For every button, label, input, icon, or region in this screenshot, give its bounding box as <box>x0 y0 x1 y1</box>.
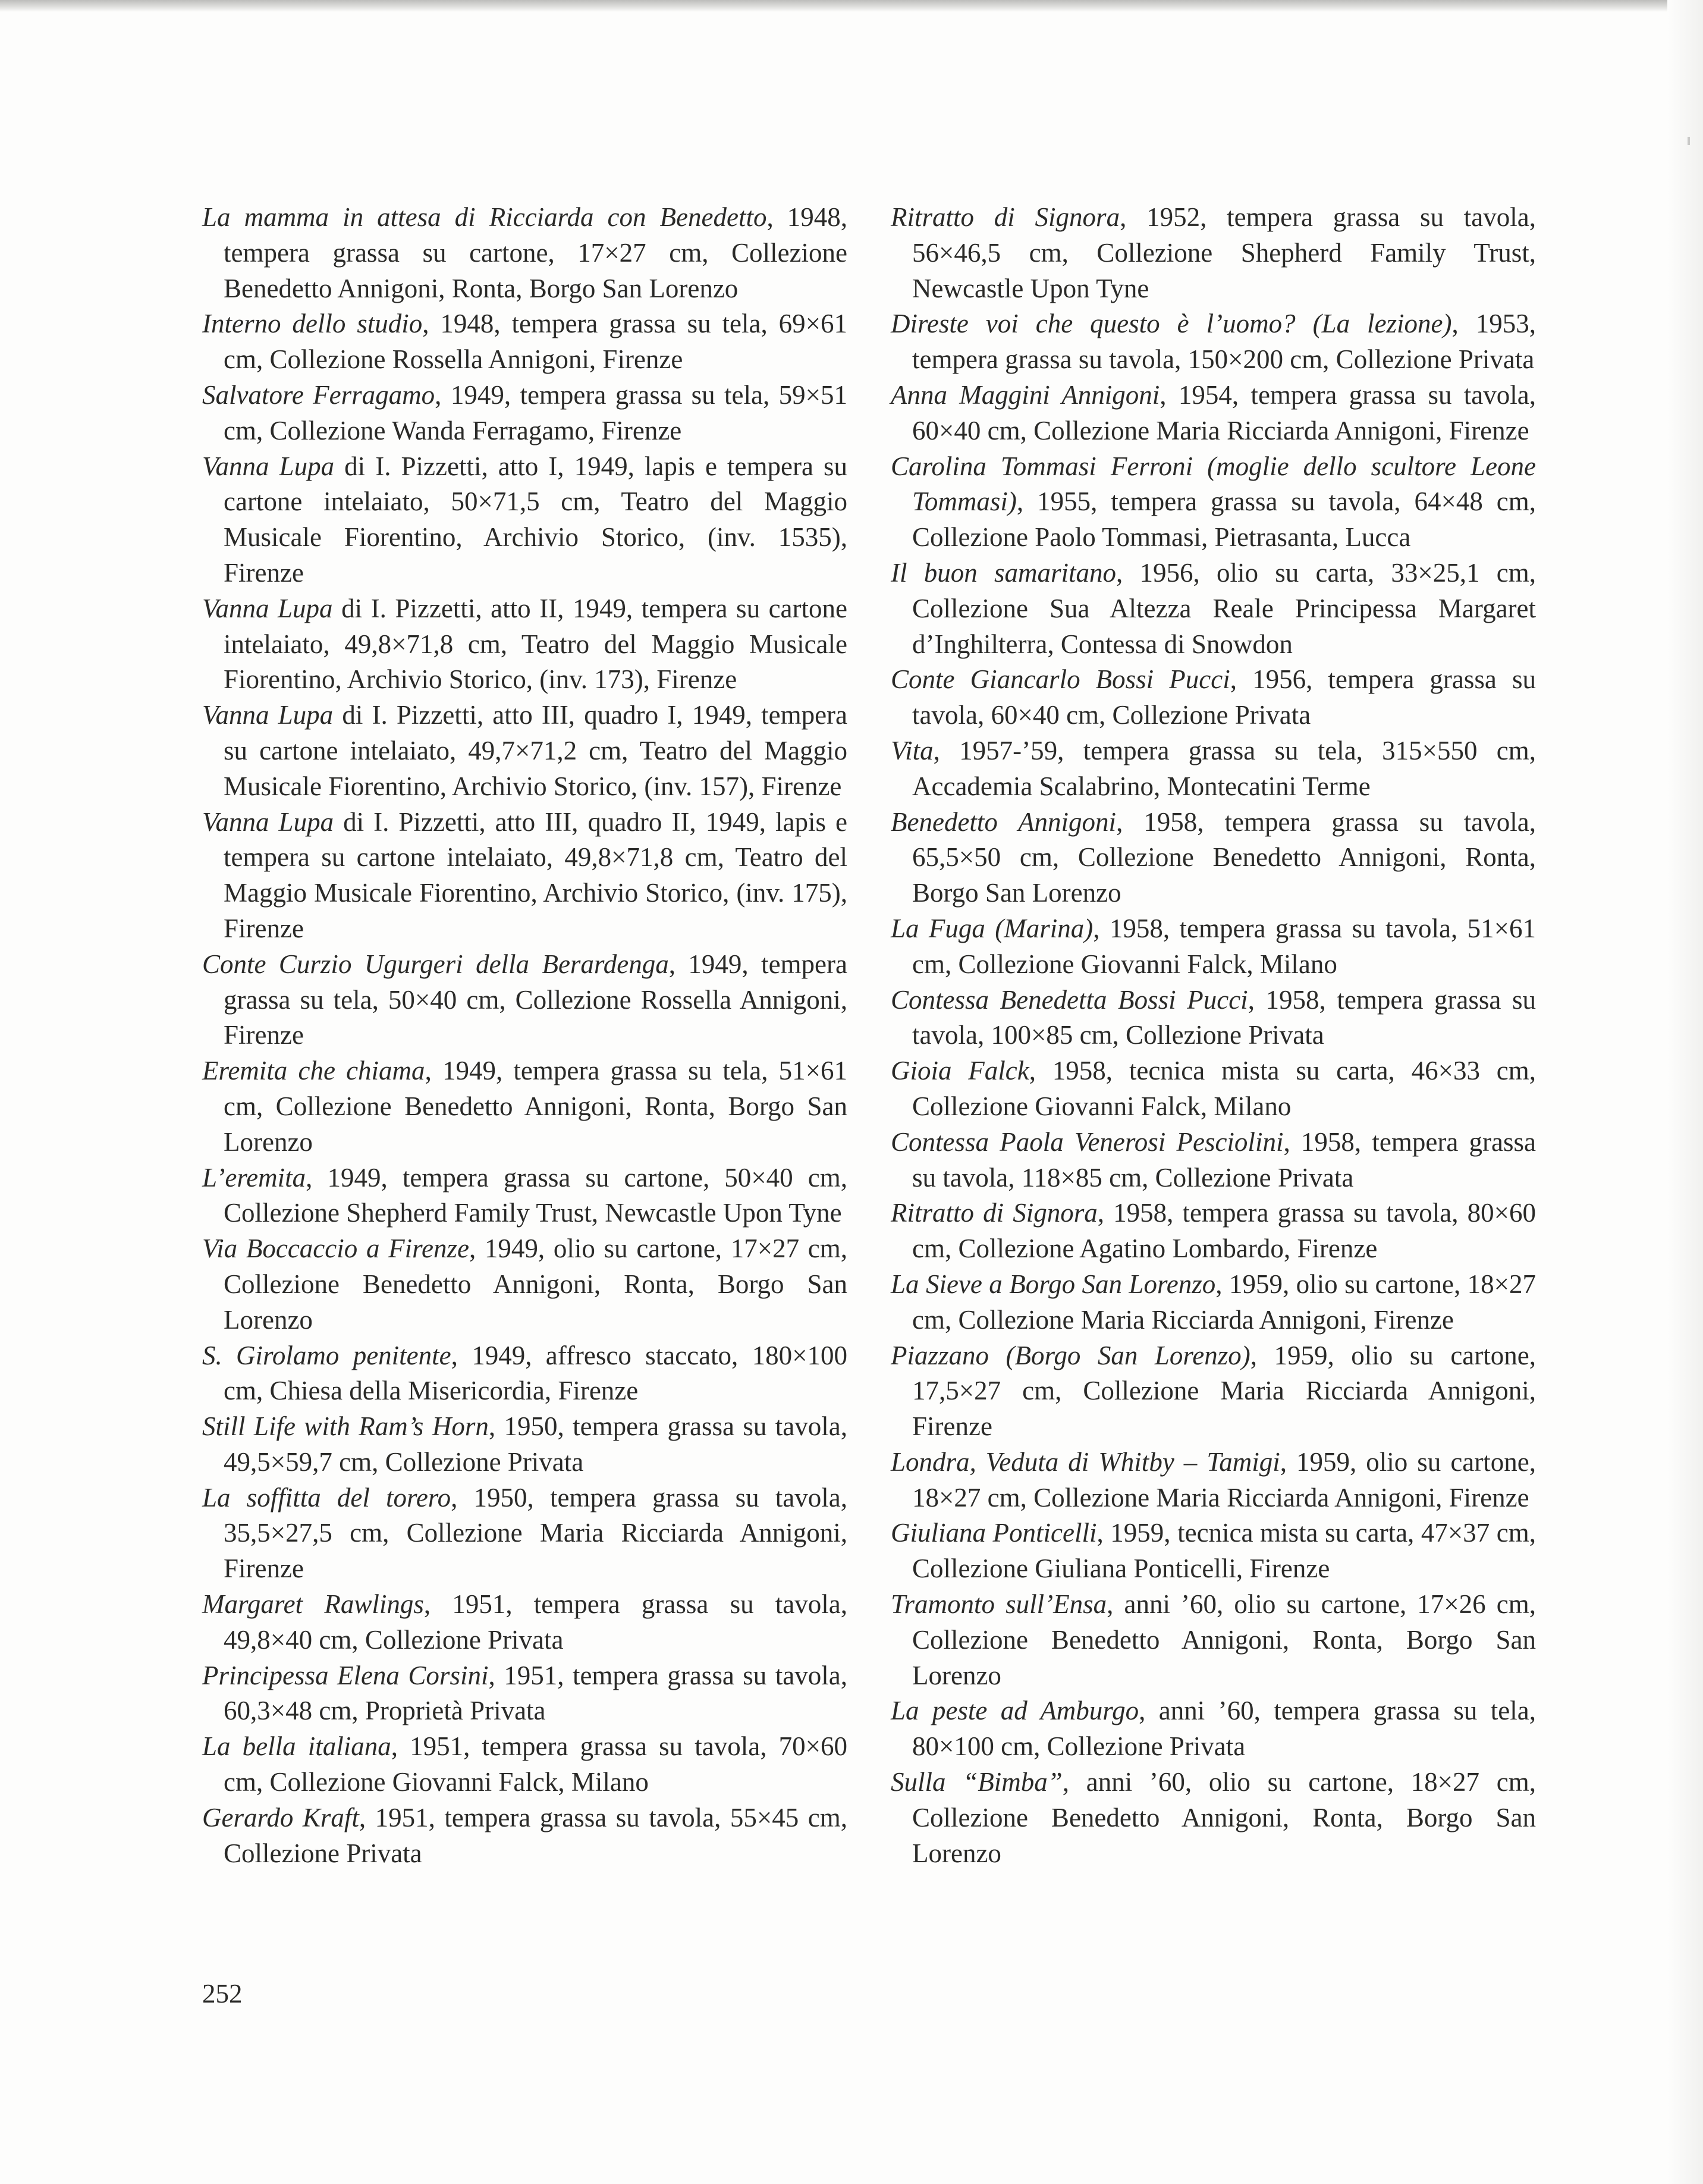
artwork-title: S. Girolamo penitente <box>202 1340 451 1370</box>
artwork-title: Via Boccaccio a Firenze <box>202 1234 469 1264</box>
artwork-details: , 1951, tempera grassa su tavola, 49,8×40 cm, Collezione Privata <box>224 1589 847 1655</box>
artwork-details: , 1948, tempera grassa su tela, 69×61 cm, Collezione Rossella Annigoni, Firenze <box>224 309 847 375</box>
catalogue-entry <box>891 983 1536 1054</box>
catalogue-entry <box>202 698 847 804</box>
artwork-details: , 1950, tempera grassa su tavola, 49,5×59,7 cm, Collezione Privata <box>224 1411 847 1477</box>
artwork-title: Sulla “Bimba” <box>891 1767 1063 1797</box>
catalogue-entry <box>891 1693 1536 1765</box>
artwork-details: , 1949, tempera grassa su tela, 59×51 cm, Collezione Wanda Ferragamo, Firenze <box>224 379 847 445</box>
catalogue-entry <box>891 662 1536 733</box>
artwork-title: Gioia Falck <box>891 1056 1029 1086</box>
artwork-details: di I. Pizzetti, atto II, 1949, tempera su cartone intelaiato, 49,8×71,8 cm, Teatro del Maggio Musicale Fiorentino, Archivio Storico, (inv. 173), Firenze <box>224 593 847 695</box>
artwork-title: L’eremita <box>202 1162 306 1193</box>
catalogue-entry <box>891 1053 1536 1125</box>
catalogue-entry <box>891 1338 1536 1445</box>
right-column <box>891 200 1536 1871</box>
artwork-details: , 1958, tempera grassa su tavola, 118×85 cm, Collezione Privata <box>912 1126 1536 1193</box>
artwork-title: Il buon samaritano <box>891 557 1117 588</box>
catalogue-entry <box>202 1480 847 1587</box>
catalogue-entry <box>202 200 847 306</box>
artwork-details: , 1959, olio su cartone, 17,5×27 cm, Collezione Maria Ricciarda Annigoni, Firenze <box>912 1340 1536 1442</box>
artwork-details: , 1951, tempera grassa su tavola, 60,3×48 cm, Proprietà Privata <box>224 1660 847 1726</box>
catalogue-entry <box>891 556 1536 662</box>
catalogue-entry <box>202 1160 847 1232</box>
artwork-title: Principessa Elena Corsini <box>202 1660 489 1690</box>
artwork-details: , 1949, tempera grassa su tela, 51×61 cm, Collezione Benedetto Annigoni, Ronta, Borgo San Lorenzo <box>224 1056 847 1157</box>
artwork-title: Londra, Veduta di Whitby – Tamigi <box>891 1446 1280 1477</box>
artwork-details: , 1949, tempera grassa su tela, 50×40 cm, Collezione Rossella Annigoni, Firenze <box>224 949 847 1050</box>
catalogue-entry <box>891 1765 1536 1871</box>
artwork-title: Salvatore Ferragamo <box>202 379 435 410</box>
catalogue-entry <box>891 1515 1536 1587</box>
artwork-title: La mamma in attesa di Ricciarda con Benedetto <box>202 202 767 232</box>
artwork-title: Gerardo Kraft <box>202 1802 359 1832</box>
catalogue-entry <box>891 1125 1536 1196</box>
artwork-details: , anni ’60, tempera grassa su tela, 80×100 cm, Collezione Privata <box>912 1696 1536 1762</box>
artwork-title: La Fuga (Marina) <box>891 913 1094 943</box>
catalogue-entry <box>891 1587 1536 1693</box>
scan-speck <box>1688 137 1690 145</box>
catalogue-entry <box>891 1195 1536 1267</box>
left-column <box>202 200 847 1871</box>
artwork-title: Piazzano (Borgo San Lorenzo) <box>891 1340 1250 1370</box>
artwork-details: , 1949, olio su cartone, 17×27 cm, Collezione Benedetto Annigoni, Ronta, Borgo San Lorenzo <box>224 1234 848 1335</box>
artwork-details: di I. Pizzetti, atto III, quadro II, 1949, lapis e tempera su cartone intelaiato, 49,8×71,8 cm, Teatro del Maggio Musicale Fiorentino, Archivio Storico, (inv. 175), Firenze <box>224 807 847 943</box>
artwork-title: Ritratto di Signora <box>891 1198 1098 1228</box>
catalogue-entry <box>202 1658 847 1730</box>
artwork-title: Vanna Lupa <box>202 700 334 730</box>
catalogue-entry <box>891 733 1536 805</box>
catalogue-entry <box>202 1800 847 1872</box>
artwork-details: , anni ’60, olio su cartone, 18×27 cm, Collezione Benedetto Annigoni, Ronta, Borgo San Lorenzo <box>912 1767 1536 1868</box>
artwork-title: Direste voi che questo è l’uomo? (La lezione) <box>891 309 1452 339</box>
artwork-title: Vanna Lupa <box>202 807 334 837</box>
catalogue-entry <box>202 1729 847 1800</box>
artwork-details: di I. Pizzetti, atto I, 1949, lapis e tempera su cartone intelaiato, 50×71,5 cm, Teatro del Maggio Musicale Fiorentino, Archivio Storico, (inv. 1535), Firenze <box>224 451 847 588</box>
catalogue-entry <box>891 805 1536 911</box>
catalogue-entry <box>891 911 1536 983</box>
artwork-details: , 1958, tempera grassa su tavola, 80×60 cm, Collezione Agatino Lombardo, Firenze <box>912 1198 1536 1264</box>
artwork-details: , anni ’60, olio su cartone, 17×26 cm, Collezione Benedetto Annigoni, Ronta, Borgo San Lorenzo <box>912 1589 1536 1690</box>
artwork-title: Vanna Lupa <box>202 451 335 481</box>
artwork-details: , 1954, tempera grassa su tavola, 60×40 cm, Collezione Maria Ricciarda Annigoni, Firenze <box>912 379 1536 445</box>
catalogue-entry <box>891 378 1536 449</box>
catalogue-entry <box>202 591 847 698</box>
catalogue-entry <box>202 1338 847 1410</box>
artwork-title: Still Life with Ram’s Horn <box>202 1411 489 1442</box>
artwork-title: Ritratto di Signora <box>891 202 1120 232</box>
catalogue-entry <box>202 805 847 947</box>
catalogue-entry <box>202 947 847 1053</box>
artwork-details: , 1951, tempera grassa su tavola, 55×45 cm, Collezione Privata <box>224 1802 848 1868</box>
artwork-title: Contessa Paola Venerosi Pesciolini <box>891 1126 1284 1157</box>
artwork-details: , 1948, tempera grassa su cartone, 17×27 cm, Collezione Benedetto Annigoni, Ronta, Borgo San Lorenzo <box>224 202 848 303</box>
artwork-details: , 1952, tempera grassa su tavola, 56×46,5 cm, Collezione Shepherd Family Trust, Newcastle Upon Tyne <box>912 202 1536 303</box>
artwork-details: , 1956, olio su carta, 33×25,1 cm, Collezione Sua Altezza Reale Principessa Margaret d’Inghilterra, Contessa di Snowdon <box>912 557 1537 659</box>
catalogue-entry <box>202 1587 847 1658</box>
artwork-details: , 1959, olio su cartone, 18×27 cm, Collezione Maria Ricciarda Annigoni, Firenze <box>912 1269 1536 1335</box>
catalogue-entry <box>202 1409 847 1480</box>
catalogue-entry <box>891 200 1536 306</box>
artwork-title: Tramonto sull’Ensa <box>891 1589 1107 1620</box>
artwork-details: , 1959, tecnica mista su carta, 47×37 cm, Collezione Giuliana Ponticelli, Firenze <box>912 1518 1536 1584</box>
catalogue-entry <box>202 306 847 378</box>
artwork-title: Contessa Benedetta Bossi Pucci <box>891 984 1248 1015</box>
artwork-title: Vanna Lupa <box>202 593 333 623</box>
artwork-details: , 1949, affresco staccato, 180×100 cm, Chiesa della Misericordia, Firenze <box>224 1340 847 1406</box>
page-number: 252 <box>202 1979 243 2009</box>
artwork-title: La Sieve a Borgo San Lorenzo <box>891 1269 1216 1299</box>
artwork-details: , 1958, tecnica mista su carta, 46×33 cm, Collezione Giovanni Falck, Milano <box>912 1056 1536 1121</box>
artwork-title: Vita <box>891 735 934 765</box>
artwork-details: , 1958, tempera grassa su tavola, 65,5×50 cm, Collezione Benedetto Annigoni, Ronta, Borgo San Lorenzo <box>912 807 1536 908</box>
catalogue-entry <box>891 1445 1536 1516</box>
catalogue-entry <box>202 1053 847 1160</box>
artwork-details: , 1958, tempera grassa su tavola, 51×61 cm, Collezione Giovanni Falck, Milano <box>912 913 1536 979</box>
artwork-title: La peste ad Amburgo <box>891 1696 1139 1726</box>
scan-right-edge <box>1667 0 1703 2184</box>
artwork-title: Benedetto Annigoni <box>891 807 1117 837</box>
artwork-title: La soffitta del torero <box>202 1482 451 1513</box>
artwork-details: , 1949, tempera grassa su cartone, 50×40 cm, Collezione Shepherd Family Trust, Newcastle Upon Tyne <box>224 1162 847 1228</box>
artwork-details: , 1958, tempera grassa su tavola, 100×85 cm, Collezione Privata <box>912 984 1536 1050</box>
artwork-title: Carolina Tommasi Ferroni (moglie dello scultore Leone Tommasi) <box>891 451 1536 517</box>
artwork-details: , 1957-’59, tempera grassa su tela, 315×550 cm, Accademia Scalabrino, Montecatini Terme <box>912 735 1536 801</box>
artwork-details: , 1955, tempera grassa su tavola, 64×48 cm, Collezione Paolo Tommasi, Pietrasanta, Lucca <box>912 487 1536 553</box>
artwork-title: Interno dello studio <box>202 309 423 339</box>
artwork-details: , 1951, tempera grassa su tavola, 70×60 cm, Collezione Giovanni Falck, Milano <box>224 1731 848 1797</box>
artwork-details: , 1959, olio su cartone, 18×27 cm, Collezione Maria Ricciarda Annigoni, Firenze <box>912 1446 1536 1513</box>
artwork-title: Giuliana Ponticelli <box>891 1518 1097 1548</box>
artwork-title: Anna Maggini Annigoni <box>891 379 1160 410</box>
artwork-title: Margaret Rawlings <box>202 1589 424 1620</box>
catalogue-entry <box>891 306 1536 378</box>
catalogue-entry <box>202 378 847 449</box>
artwork-title: Eremita che chiama <box>202 1056 425 1086</box>
catalogue-entry <box>202 1231 847 1338</box>
catalogue-entry <box>891 1267 1536 1338</box>
artwork-title: Conte Curzio Ugurgeri della Berardenga <box>202 949 669 979</box>
artwork-details: , 1953, tempera grassa su tavola, 150×200 cm, Collezione Privata <box>912 309 1536 375</box>
artwork-details: , 1950, tempera grassa su tavola, 35,5×27,5 cm, Collezione Maria Ricciarda Annigoni, Firenze <box>224 1482 847 1584</box>
artwork-details: di I. Pizzetti, atto III, quadro I, 1949, tempera su cartone intelaiato, 49,7×71,2 cm, Teatro del Maggio Musicale Fiorentino, Archivio Storico, (inv. 157), Firenze <box>224 700 848 801</box>
artwork-title: La bella italiana <box>202 1731 391 1762</box>
scan-top-edge <box>0 0 1703 12</box>
catalogue-entry <box>891 449 1536 556</box>
catalogue-entry <box>202 449 847 591</box>
artwork-title: Conte Giancarlo Bossi Pucci <box>891 664 1230 695</box>
artwork-details: , 1956, tempera grassa su tavola, 60×40 cm, Collezione Privata <box>912 664 1536 730</box>
